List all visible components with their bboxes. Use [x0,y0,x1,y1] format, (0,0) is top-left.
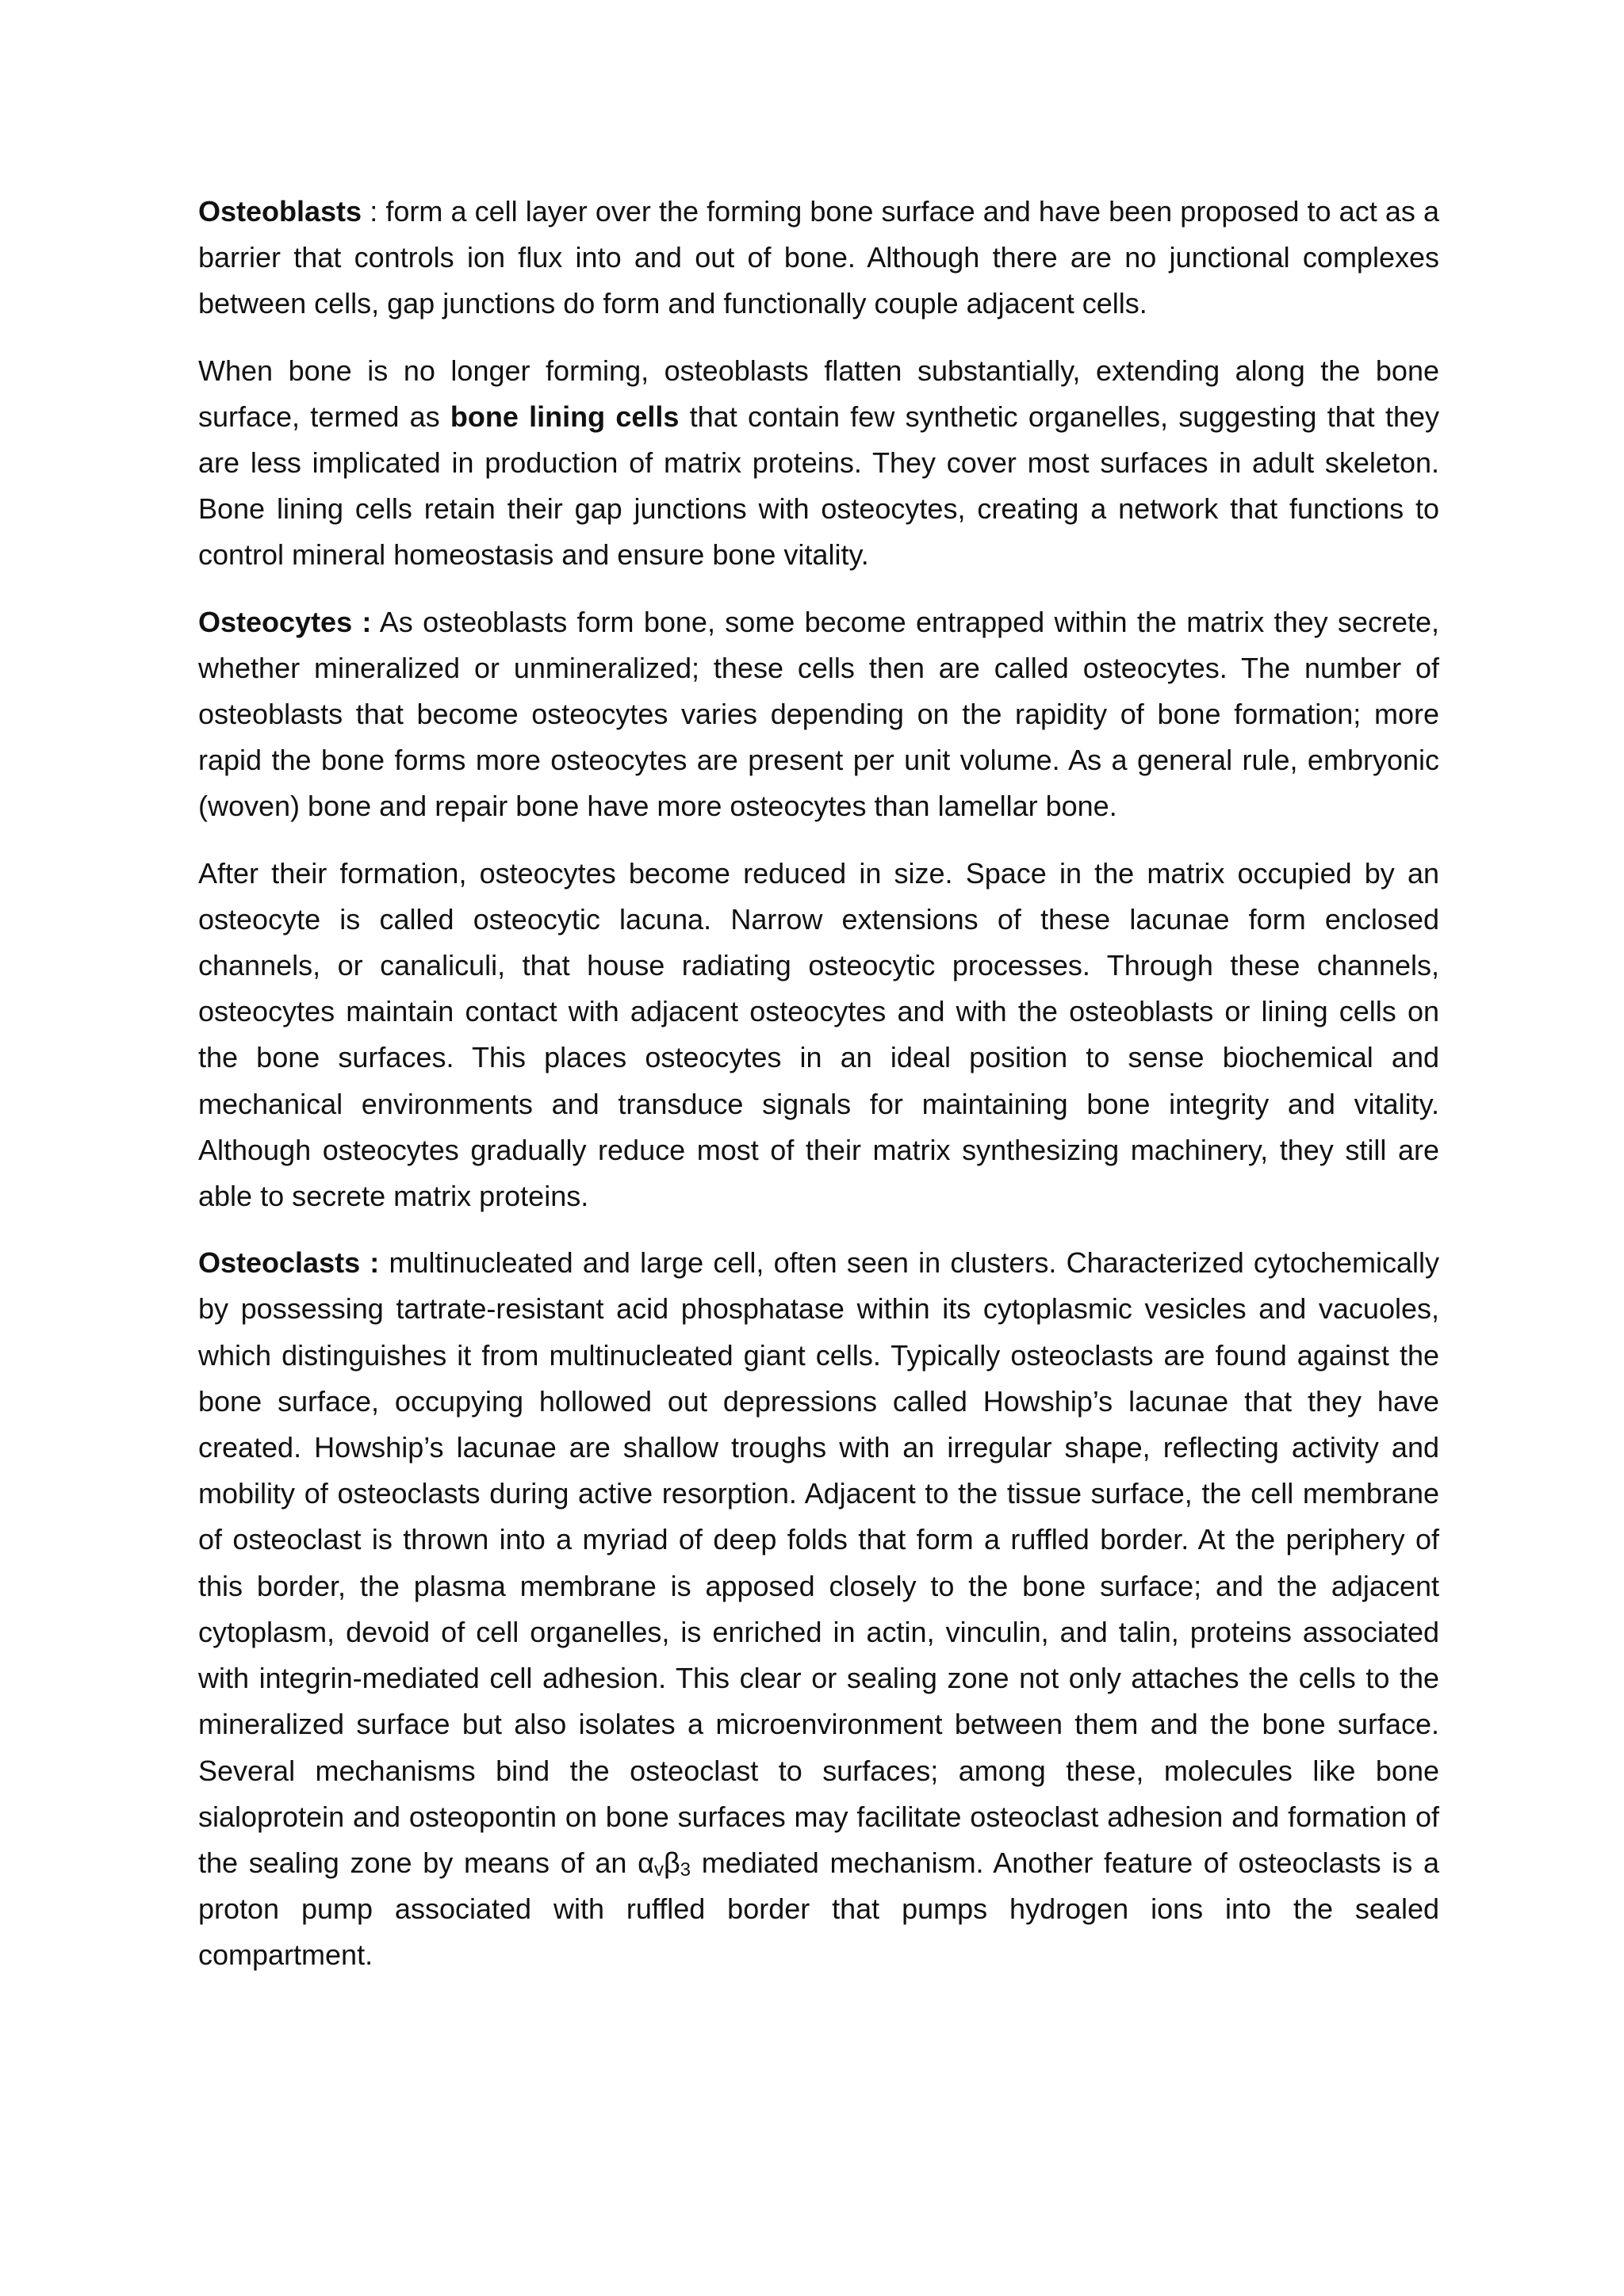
paragraph-text: When bone is no longer forming, osteoblasts flatten substantially, extending along the bone surface, termed as [198,354,1439,433]
term-bone-lining-cells: bone lining cells [450,400,680,433]
paragraph-text: multinucleated and large cell, often seen in clusters. Characterized cytochemically by possessing tartrate-resistant acid phosphatase within its cytoplasmic vesicles and vacuoles, which distinguishes it from multinucleated giant cells. Typically osteoclasts are found against the bone surface, occupying hollowed out depressions called Howship’s lacunae that they have created. Howship’s lacunae are shallow troughs with an irregular shape, reflecting activity and mobility of osteoclasts during active resorption. Adjacent to the tissue surface, the cell membrane of osteoclast is thrown into a myriad of deep folds that form a ruffled border. At the periphery of this border, the plasma membrane is apposed closely to the bone surface; and the adjacent cytoplasm, devoid of cell organelles, is enriched in actin, vinculin, and talin, proteins associated with integrin-mediated cell adhesion. This clear or sealing zone not only attaches the cells to the mineralized surface but also isolates a microenvironment between them and the bone surface. Several mechanisms bind the osteoclast to surfaces; among these, molecules like bone sialoprotein and osteopontin on bone surfaces may facilitate osteoclast adhesion and formation of the sealing zone by means of an [198,1246,1439,1879]
term-osteoclasts: Osteoclasts : [198,1246,380,1280]
paragraph-text: mediated mechanism. Another feature of osteoclasts is a proton pump associated with ruffled border that pumps hydrogen ions into the sealed compartment. [198,1846,1439,1972]
paragraph-text: After their formation, osteocytes become reduced in size. Space in the matrix occupied by an osteocyte is called osteocytic lacuna. Narrow extensions of these lacunae form enclosed channels, or canaliculi, that house radiating osteocytic processes. Through these channels, osteocytes maintain contact with adjacent osteocytes and with the osteoblasts or lining cells on the bone surfaces. This places osteocytes in an ideal position to sense biochemical and mechanical environments and transduce signals for maintaining bone integrity and vitality. Although osteocytes gradually reduce most of their matrix synthesizing machinery, they still are able to secrete matrix proteins. [198,856,1439,1213]
paragraph-text: As osteoblasts form bone, some become entrapped within the matrix they secrete, whether mineralized or unmineralized; these cells then are called osteocytes. The number of osteoblasts that become osteocytes varies depending on the rapidity of bone formation; more rapid the bone forms more osteocytes are present per unit volume. As a general rule, embryonic (woven) bone and repair bone have more osteocytes than lamellar bone. [198,605,1439,823]
paragraph-osteocyte-formation [198,851,1439,1220]
paragraph-osteoclasts [198,1240,1439,1978]
paragraph-osteocytes [198,599,1439,830]
paragraph-text: that contain few synthetic organelles, suggesting that they are less implicated in production of matrix proteins. They cover most surfaces in adult skeleton. Bone lining cells retain their gap junctions with osteocytes, creating a network that functions to control mineral homeostasis and ensure bone vitality. [198,400,1439,572]
paragraph-text: : form a cell layer over the forming bone surface and have been proposed to act as a barrier that controls ion flux into and out of bone. Although there are no junctional complexes between cells, gap junctions do form and functionally couple adjacent cells. [198,195,1439,320]
term-osteocytes: Osteocytes : [198,605,372,638]
paragraph-bone-lining-cells [198,348,1439,579]
term-osteoblasts: Osteoblasts [198,195,362,228]
document-page [198,189,1439,1999]
integrin-formula: αvβ3 [638,1846,691,1881]
paragraph-osteoblasts [198,189,1439,327]
